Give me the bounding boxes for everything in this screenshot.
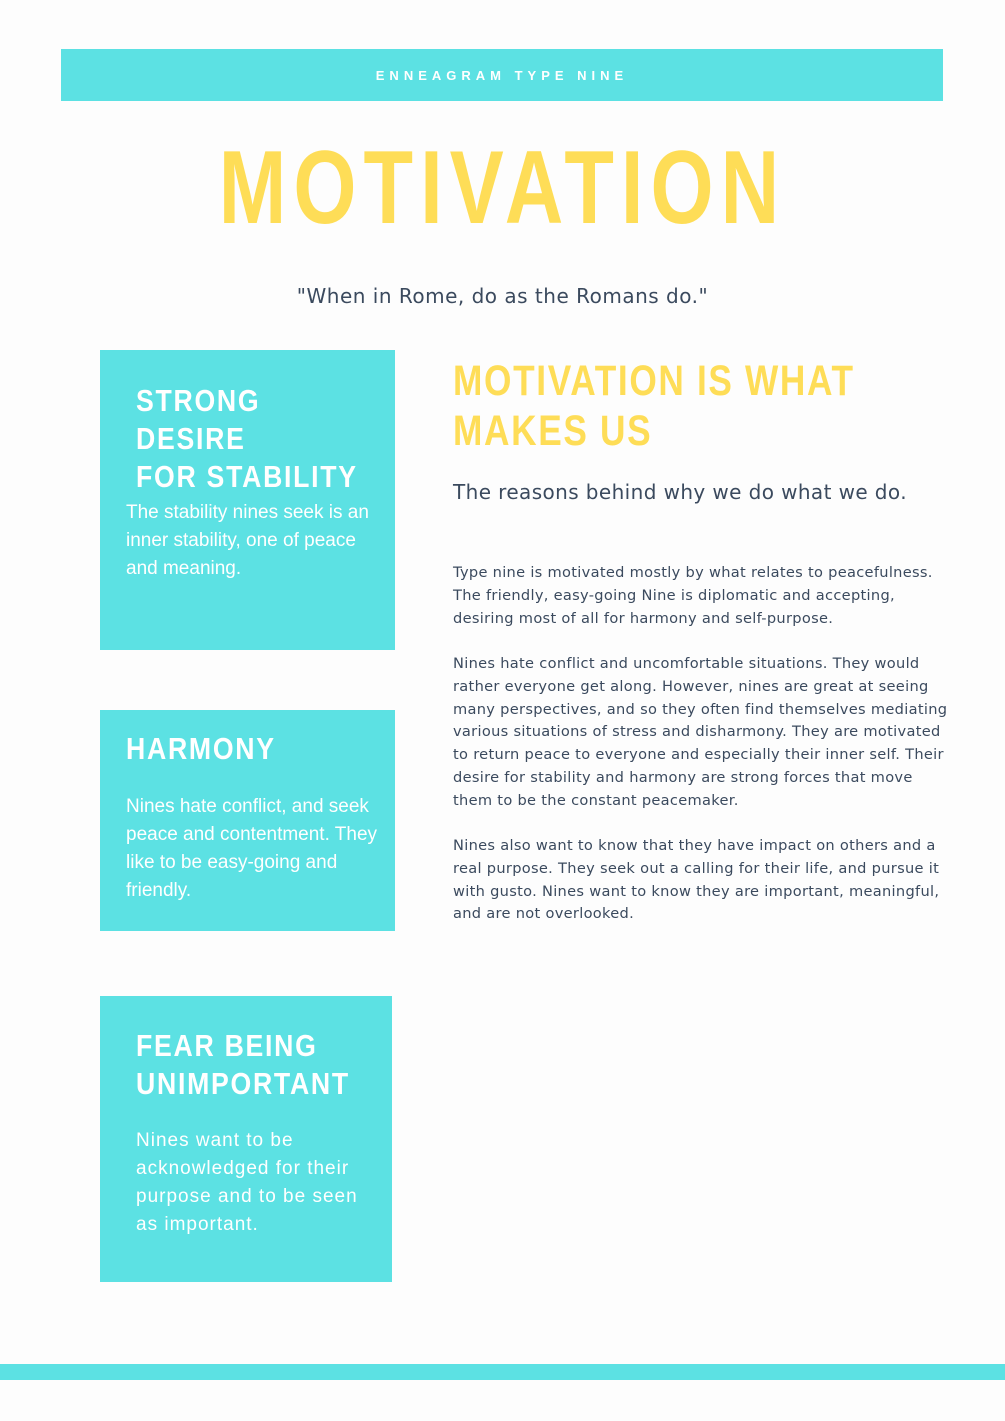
card-heading bbox=[136, 382, 359, 496]
top-banner bbox=[61, 49, 943, 101]
card-body: Nines want to be acknowledged for their purpose and to be seen as important. bbox=[136, 1130, 358, 1235]
quote: "When in Rome, do as the Romans do." bbox=[296, 284, 709, 308]
main-heading: MOTIVATION IS WHAT MAKES US bbox=[453, 357, 855, 455]
card-strong-desire bbox=[100, 350, 395, 650]
card-fear-unimportant bbox=[100, 996, 392, 1282]
body-paragraph-1: Type nine is motivated mostly by what relates to peacefulness. The friendly, easy-going Nine is diplomatic and accepting, desiring most of all for harmony and self-purpose. bbox=[453, 564, 933, 627]
card-body: The stability nines seek is an inner stability, one of peace and meaning. bbox=[126, 502, 369, 579]
body-paragraph-2: Nines hate conflict and uncomfortable situations. They would rather everyone get along. However, nines are great at seeing many perspectives, and so they often find themselves mediating various situations of stress and disharmony. They are motivated to return peace to everyone and especially their inner self. Their desire for stability and harmony are strong forces that move them to be the constant peacemaker. bbox=[453, 655, 948, 809]
card-heading-line1: FEAR BEING bbox=[136, 1028, 318, 1063]
card-heading-line1: STRONG DESIRE bbox=[136, 383, 261, 456]
body-paragraph-3: Nines also want to know that they have impact on others and a real purpose. They seek out a calling for their life, and pursue it with gusto. Nines want to know they are important, meaningful, and are not overlooked. bbox=[453, 837, 940, 923]
banner-text: ENNEAGRAM TYPE NINE bbox=[375, 67, 629, 83]
card-heading: HARMONY bbox=[126, 731, 276, 766]
card-heading-line2: UNIMPORTANT bbox=[136, 1066, 350, 1101]
main-subheading: The reasons behind why we do what we do. bbox=[453, 480, 907, 504]
card-heading bbox=[136, 1027, 350, 1103]
footer-bar bbox=[0, 1364, 1005, 1380]
card-heading-line2: FOR STABILITY bbox=[136, 459, 358, 494]
card-body: Nines hate conflict, and seek peace and contentment. They like to be easy-going and friendly. bbox=[126, 796, 378, 901]
page-title: MOTIVATION bbox=[218, 130, 787, 246]
card-harmony bbox=[100, 710, 395, 931]
